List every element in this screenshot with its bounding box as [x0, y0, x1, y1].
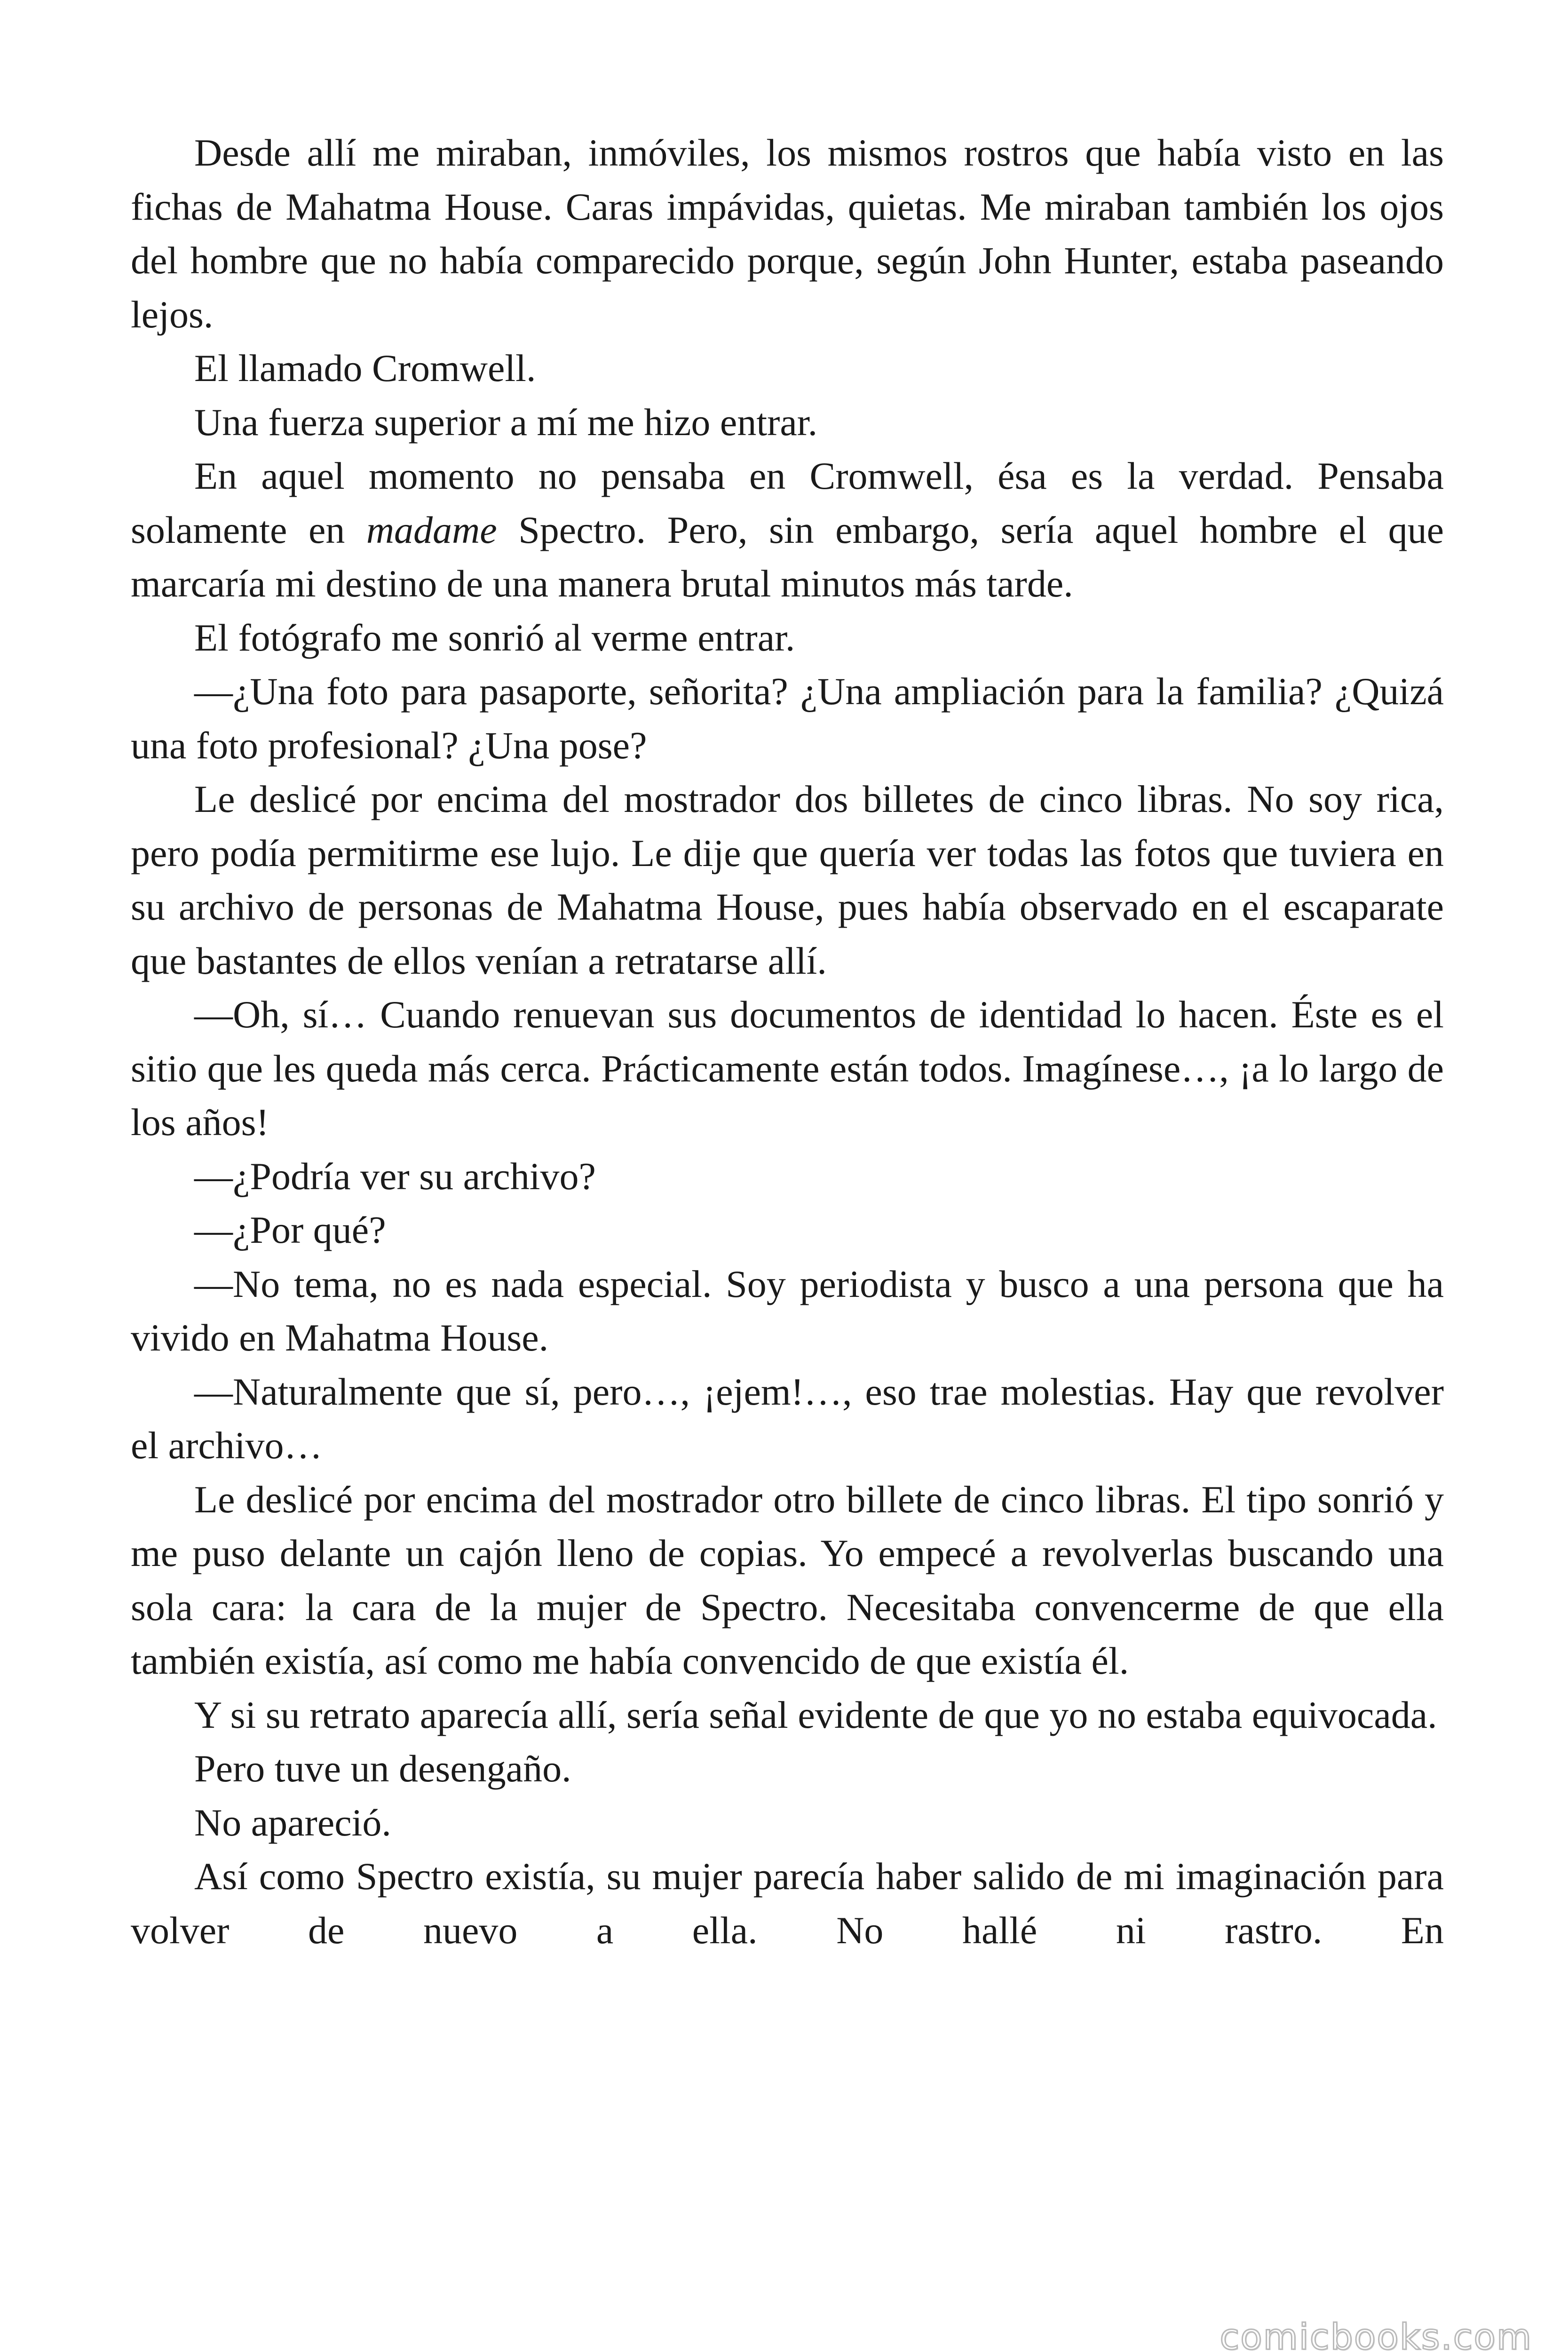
book-page: [131, 126, 1444, 1957]
paragraph-with-italic: [131, 449, 1444, 611]
paragraph: Le deslicé por encima del mostrador dos billetes de cinco libras. No soy rica, pero podía permitirme ese lujo. Le dije que quería ver todas las fotos que tuviera en su archivo de personas de Mahatma House, pues había observado en el escaparate que bastantes de ellos venían a retratarse allí.: [131, 778, 1444, 982]
paragraph-text: Spectro. Pero, sin embargo, sería aquel hombre el que marcaría mi destino de una manera brutal minutos más tarde.: [131, 508, 1444, 605]
paragraph: —¿Una foto para pasaporte, señorita? ¿Una ampliación para la familia? ¿Quizá una foto profesional? ¿Una pose?: [131, 670, 1444, 767]
paragraph: Una fuerza superior a mí me hizo entrar.: [194, 400, 818, 444]
watermark: comicbooks.com: [1220, 2316, 1532, 2352]
paragraph: Así como Spectro existía, su mujer parecía haber salido de mi imaginación para volver de nuevo a ella. No hallé ni rastro. En: [131, 1855, 1444, 1952]
paragraph: Pero tuve un desengaño.: [194, 1747, 571, 1790]
paragraph-text: En aquel momento no pensaba en Cromwell, ésa es la verdad. Pensaba solamente en: [131, 454, 1444, 551]
paragraph: —Oh, sí… Cuando renuevan sus documentos de identidad lo hacen. Éste es el sitio que les queda más cerca. Prácticamente están todos. Imagínese…, ¡a lo largo de los años!: [131, 993, 1444, 1144]
paragraph: Desde allí me miraban, inmóviles, los mismos rostros que había visto en las fichas de Mahatma House. Caras impávidas, quietas. Me miraban también los ojos del hombre que no había comparecido porque, según John Hunter, estaba paseando lejos.: [131, 131, 1444, 336]
paragraph: No apareció.: [194, 1801, 391, 1844]
paragraph: —¿Podría ver su archivo?: [194, 1154, 596, 1198]
paragraph: Y si su retrato aparecía allí, sería señal evidente de que yo no estaba equivocada.: [194, 1693, 1437, 1736]
paragraph: El fotógrafo me sonrió al verme entrar.: [194, 616, 795, 659]
paragraph: El llamado Cromwell.: [194, 347, 536, 389]
paragraph: —No tema, no es nada especial. Soy periodista y busco a una persona que ha vivido en Mahatma House.: [131, 1262, 1444, 1359]
paragraph: —¿Por qué?: [194, 1208, 386, 1251]
paragraph: Le deslicé por encima del mostrador otro billete de cinco libras. El tipo sonrió y me puso delante un cajón lleno de copias. Yo empecé a revolverlas buscando una sola cara: la cara de la mujer de Spectro. Necesitaba convencerme de que ella también existía, así como me había convencido de que existía él.: [131, 1478, 1444, 1682]
paragraph: —Naturalmente que sí, pero…, ¡ejem!…, eso trae molestias. Hay que revolver el archivo…: [131, 1370, 1444, 1467]
italic-word: madame: [366, 508, 497, 551]
